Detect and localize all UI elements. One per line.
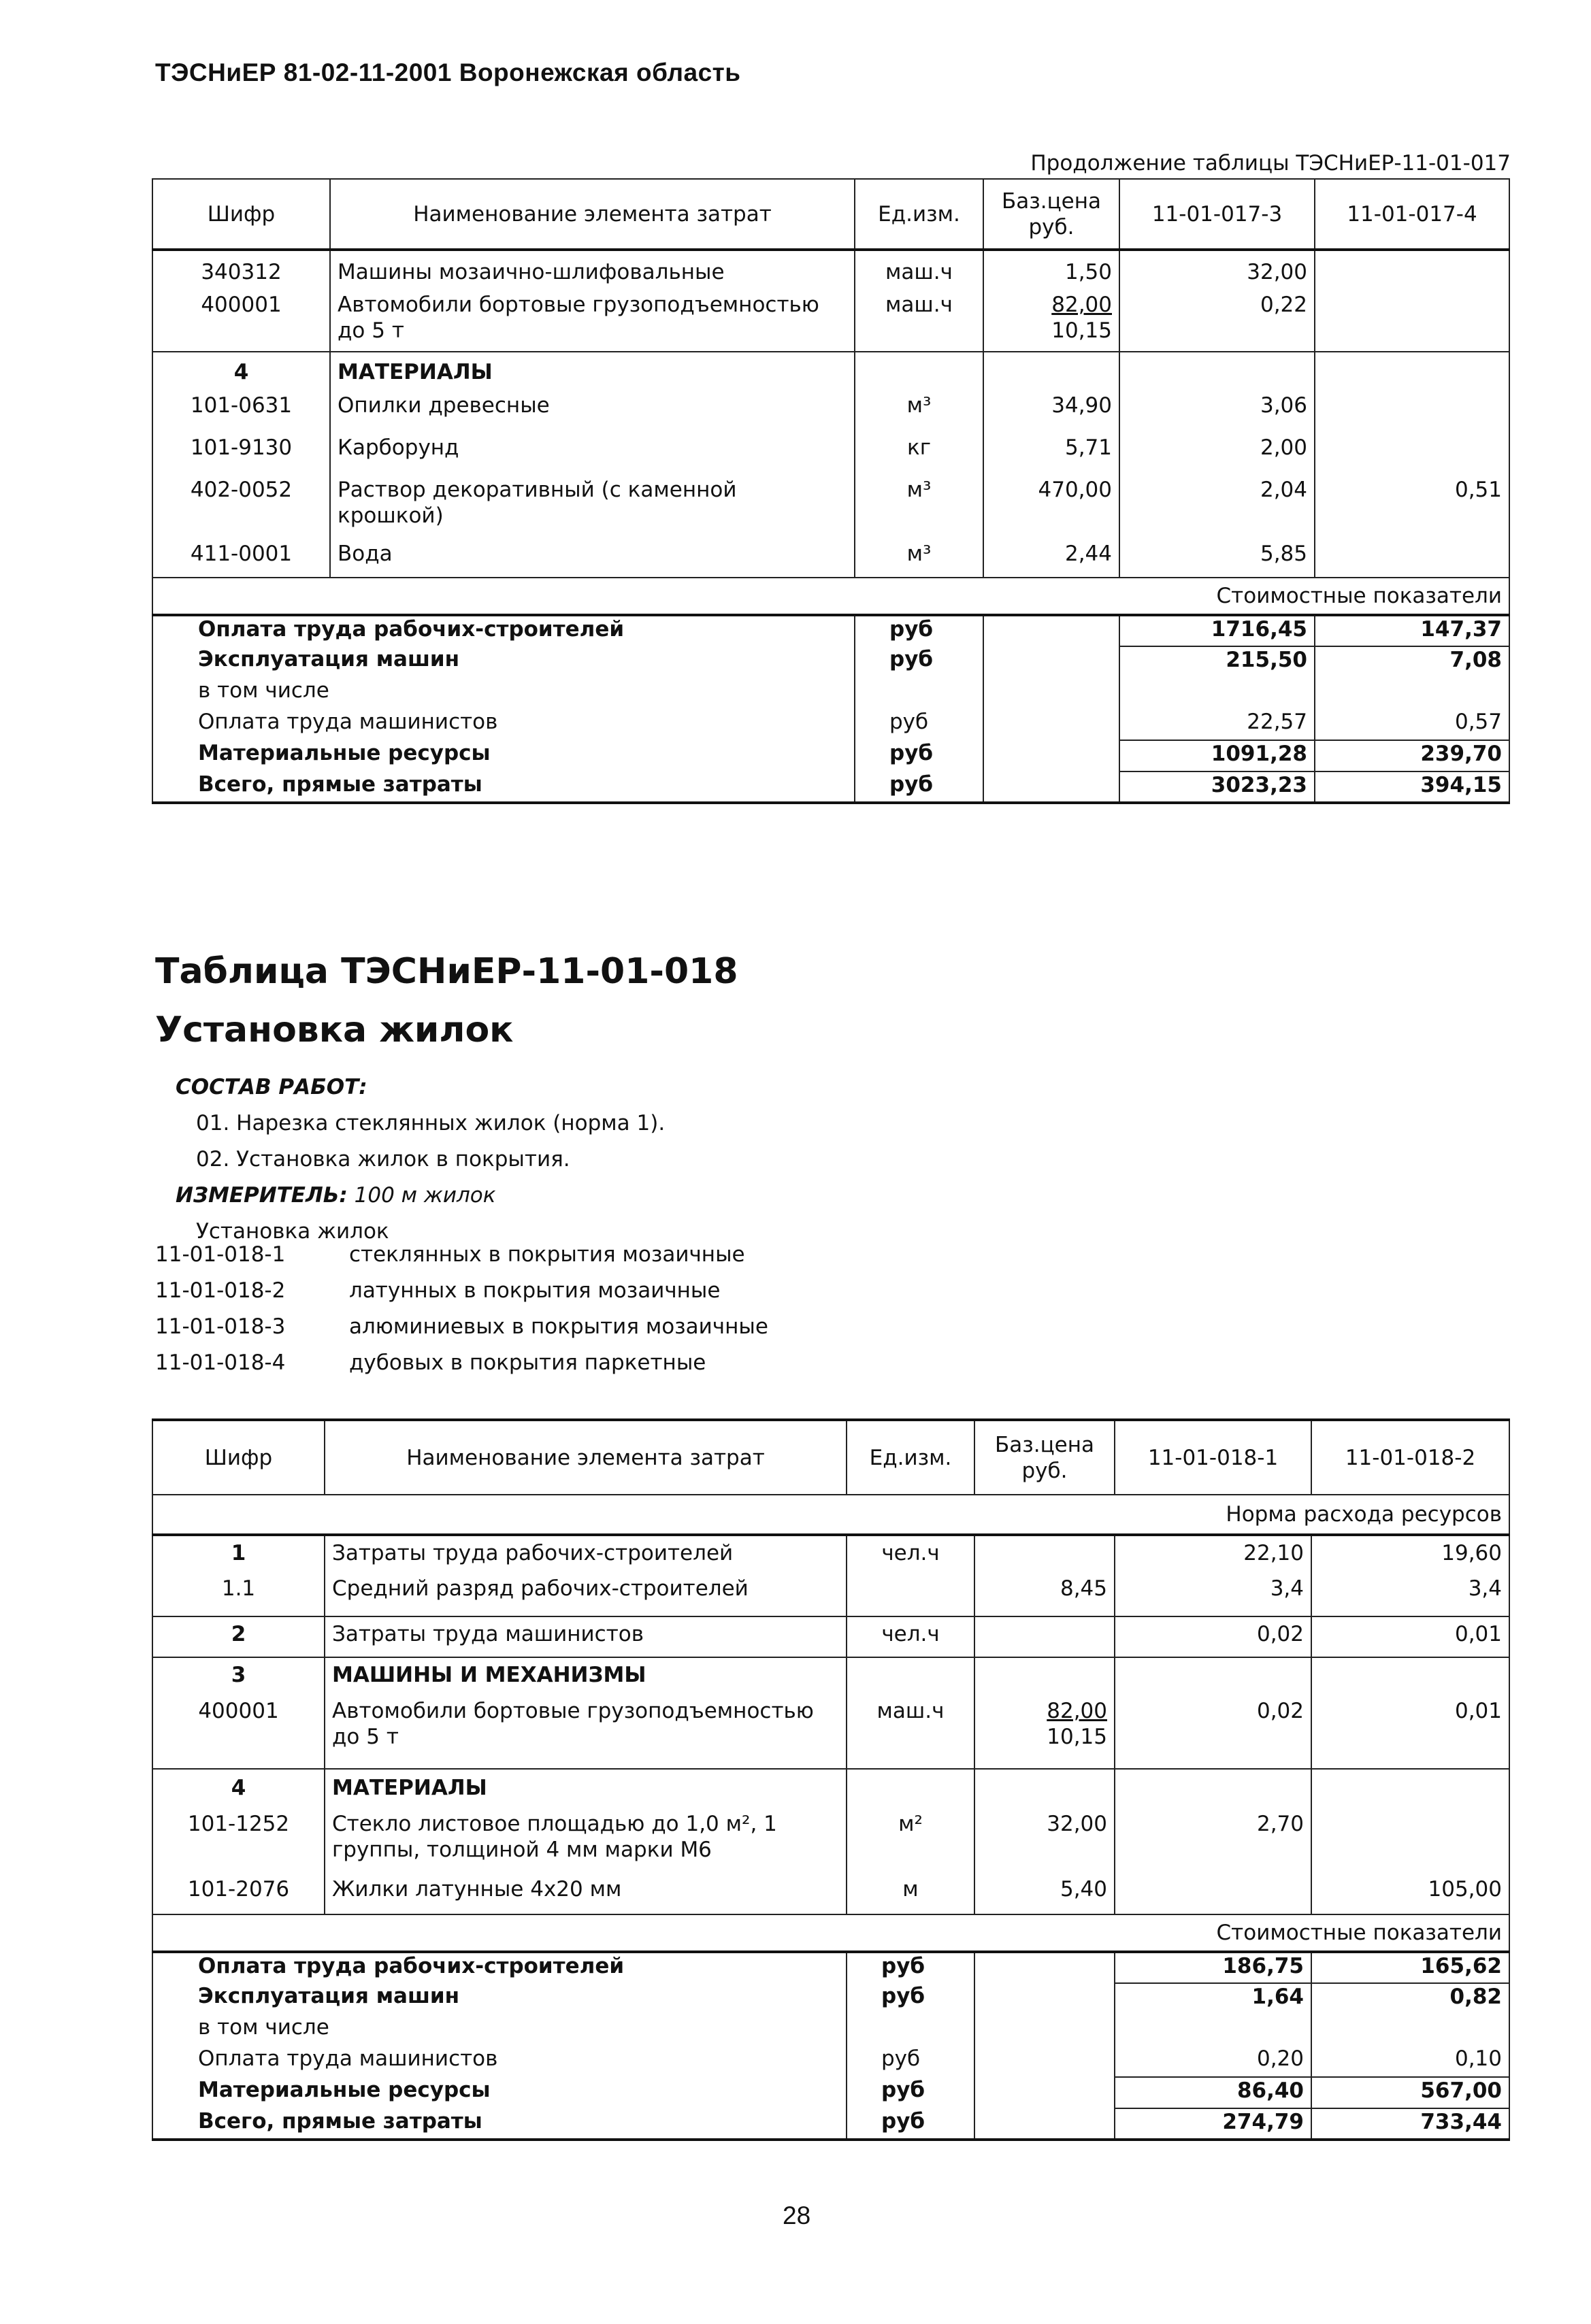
col-header-norm-2: 11-01-017-4	[1315, 179, 1509, 250]
meter-line	[155, 1178, 665, 1214]
cost-row: Всего, прямые затраты руб 274,79 733,44	[152, 2108, 1509, 2140]
table-row: 340312 Машины мозаично-шлифовальные маш.ч 1,50 32,00	[152, 250, 1509, 292]
table-row: 4 МАТЕРИАЛЫ	[152, 352, 1509, 393]
code-list	[155, 1237, 768, 1381]
cost-row: Эксплуатация машин руб 1,64 0,82	[152, 1983, 1509, 2014]
table-row: 101-9130 Карборунд кг 5,71 2,00	[152, 435, 1509, 477]
work-composition	[155, 1069, 665, 1250]
table-row: 3 МАШИНЫ И МЕХАНИЗМЫ	[152, 1657, 1509, 1698]
cost-row: Оплата труда рабочих-строителей руб 1716,45 147,37	[152, 615, 1509, 646]
table-row: 400001 Автомобили бортовые грузоподъемностью до 5 т маш.ч 82,00 10,15 0,22	[152, 292, 1509, 352]
document-header: ТЭСНиЕР 81-02-11-2001 Воронежская область	[155, 59, 741, 86]
col-header-name: Наименование элемента затрат	[330, 179, 855, 250]
cost-row: Всего, прямые затраты руб 3023,23 394,15	[152, 771, 1509, 803]
meter-value: 100 м жилок	[354, 1183, 496, 1208]
col-header-code: Шифр	[152, 1420, 325, 1495]
list-item: 11-01-018-1 стеклянных в покрытия мозаичные	[155, 1242, 745, 1267]
col-header-name: Наименование элемента затрат	[325, 1420, 847, 1495]
page-number: 28	[783, 2202, 811, 2229]
table-row: 1.1 Средний разряд рабочих-строителей 8,45 3,4 3,4	[152, 1576, 1509, 1616]
col-header-price: Баз.цена руб.	[983, 179, 1119, 250]
table-continuation-caption: Продолжение таблицы ТЭСНиЕР-11-01-017	[1030, 151, 1511, 176]
section-label-row	[152, 1914, 1509, 1952]
cost-row: Эксплуатация машин руб 215,50 7,08	[152, 646, 1509, 678]
table-row: 402-0052 Раствор декоративный (с каменной крошкой) м³ 470,00 2,04 0,51	[152, 477, 1509, 541]
col-header-norm-2: 11-01-018-2	[1311, 1420, 1509, 1495]
cost-row: Оплата труда машинистов руб 22,57 0,57	[152, 709, 1509, 740]
works-label: СОСТАВ РАБОТ:	[176, 1075, 367, 1099]
cost-row: Оплата труда машинистов руб 0,20 0,10	[152, 2046, 1509, 2077]
table-title: Таблица ТЭСНиЕР-11-01-018	[155, 951, 738, 992]
cost-section-label: Стоимостные показатели	[983, 578, 1509, 615]
cost-row: Материальные ресурсы руб 1091,28 239,70	[152, 740, 1509, 771]
cost-row: Оплата труда рабочих-строителей руб 186,75 165,62	[152, 1952, 1509, 1983]
col-header-norm-1: 11-01-017-3	[1119, 179, 1315, 250]
section-label-row	[152, 1495, 1509, 1535]
col-header-code: Шифр	[152, 179, 330, 250]
cost-row: в том числе	[152, 2014, 1509, 2046]
table-subtitle: Установка жилок	[155, 1010, 514, 1050]
list-item: 11-01-018-2 латунных в покрытия мозаичные	[155, 1278, 721, 1303]
section-label-row	[152, 578, 1509, 615]
table-row: 1 Затраты труда рабочих-строителей чел.ч 22,10 19,60	[152, 1535, 1509, 1576]
intro-line: Установка жилок	[196, 1219, 389, 1244]
cost-row: в том числе	[152, 678, 1509, 709]
cost-row: Материальные ресурсы руб 86,40 567,00	[152, 2077, 1509, 2108]
meter-label: ИЗМЕРИТЕЛЬ:	[176, 1183, 348, 1208]
work-step: 02. Установка жилок в покрытия.	[196, 1147, 570, 1172]
resource-table-018	[152, 1418, 1510, 2141]
col-header-price: Баз.цена руб.	[974, 1420, 1115, 1495]
work-step: 01. Нарезка стеклянных жилок (норма 1).	[196, 1111, 666, 1135]
col-header-norm-1: 11-01-018-1	[1115, 1420, 1311, 1495]
table-header-row	[152, 179, 1509, 250]
table-row: 101-0631 Опилки древесные м³ 34,90 3,06	[152, 393, 1509, 435]
table-row: 400001 Автомобили бортовые грузоподъемностью до 5 т маш.ч 82,00 10,15 0,02 0,01	[152, 1698, 1509, 1769]
list-item: 11-01-018-3 алюминиевых в покрытия мозаичные	[155, 1314, 768, 1339]
cost-section-label: Стоимостные показатели	[974, 1914, 1509, 1952]
table-row: 101-1252 Стекло листовое площадью до 1,0 м², 1 группы, толщиной 4 мм марки М6 м² 32,00 2,70	[152, 1811, 1509, 1876]
table-row: 2 Затраты труда машинистов чел.ч 0,02 0,01	[152, 1616, 1509, 1657]
col-header-unit: Ед.изм.	[855, 179, 983, 250]
norm-section-label: Норма расхода ресурсов	[974, 1495, 1509, 1535]
resource-table-017	[152, 178, 1510, 804]
list-item: 11-01-018-4 дубовых в покрытия паркетные	[155, 1350, 706, 1375]
table-row: 411-0001 Вода м³ 2,44 5,85	[152, 541, 1509, 578]
col-header-unit: Ед.изм.	[847, 1420, 974, 1495]
table-header-row	[152, 1420, 1509, 1495]
table-row: 101-2076 Жилки латунные 4х20 мм м 5,40 105,00	[152, 1876, 1509, 1914]
table-row: 4 МАТЕРИАЛЫ	[152, 1769, 1509, 1811]
